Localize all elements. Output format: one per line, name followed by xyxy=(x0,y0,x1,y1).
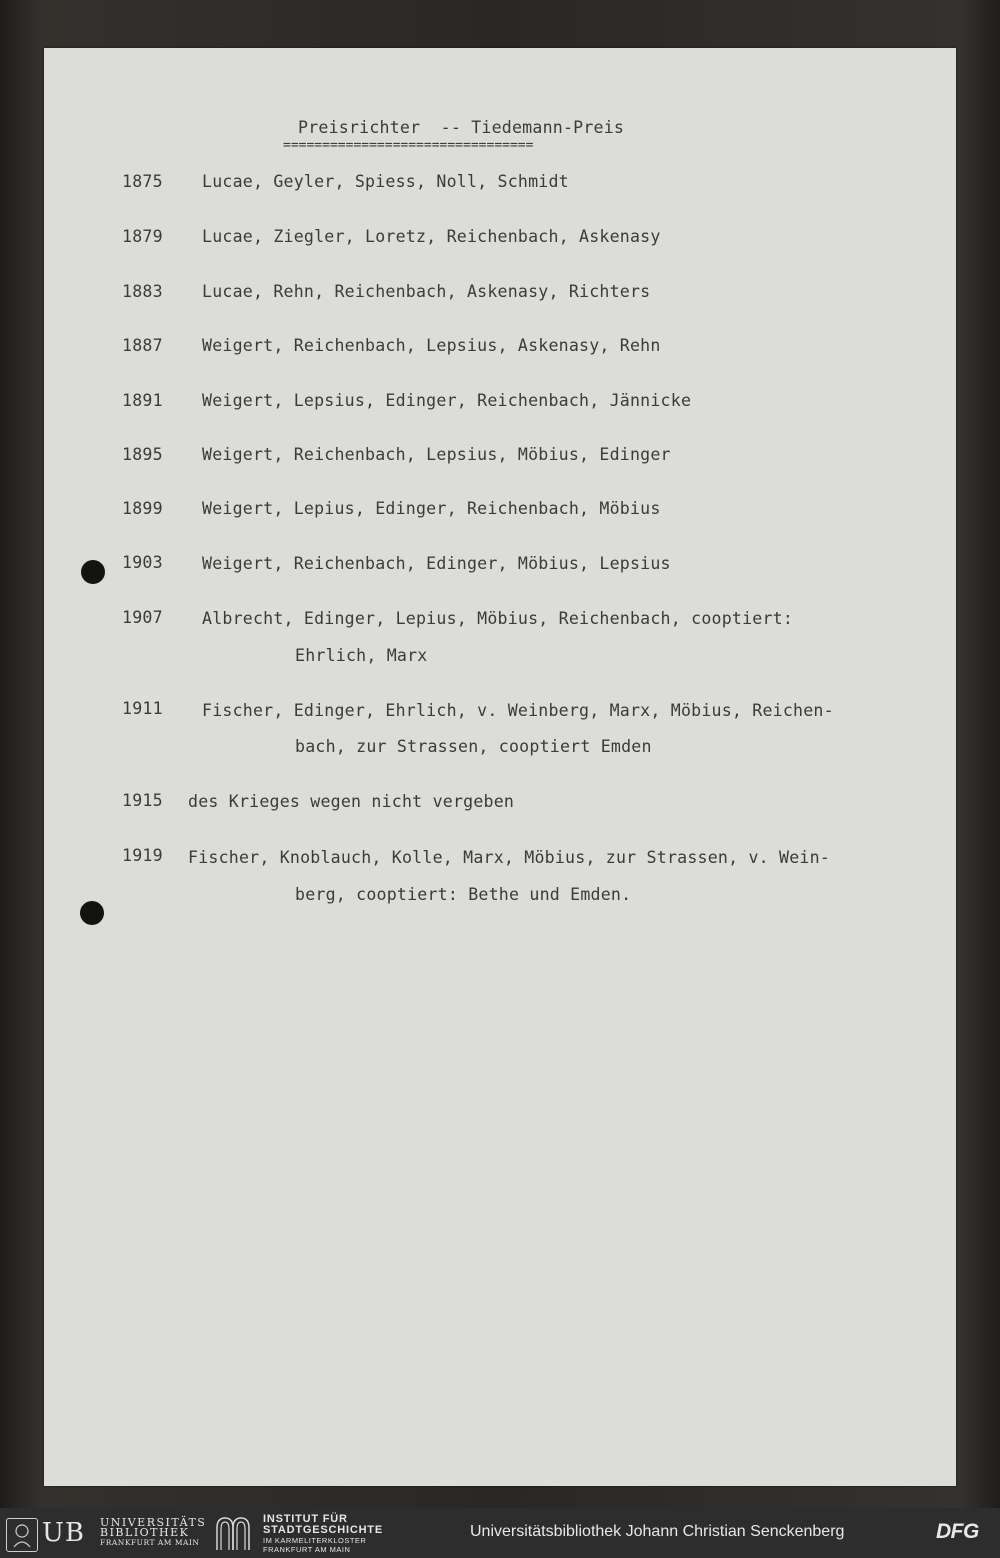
entry-year: 1903 xyxy=(122,553,163,572)
punch-hole xyxy=(81,560,105,584)
ub-logo[interactable] xyxy=(6,1516,207,1552)
entry-year: 1887 xyxy=(122,336,163,355)
document-page xyxy=(44,48,956,1486)
seal-icon xyxy=(6,1518,38,1552)
document-heading: Preisrichter -- Tiedemann-Preis xyxy=(298,118,625,137)
entry-names: Lucae, Ziegler, Loretz, Reichenbach, Askenasy xyxy=(202,227,661,246)
entry-continuation: bach, zur Strassen, cooptiert Emden xyxy=(295,737,652,756)
ub-logo-line: BIBLIOTHEK xyxy=(100,1526,190,1539)
entry-year: 1915 xyxy=(122,791,163,810)
entry-names: Weigert, Lepsius, Edinger, Reichenbach, Jännicke xyxy=(202,391,692,410)
footer-title: Universitätsbibliothek Johann Christian Senckenberg xyxy=(470,1523,845,1540)
isg-logo[interactable] xyxy=(215,1514,395,1554)
entry-year: 1875 xyxy=(122,172,163,191)
ub-logo-text xyxy=(100,1518,206,1548)
entry-continuation: berg, cooptiert: Bethe und Emden. xyxy=(295,885,632,904)
arches-icon xyxy=(215,1516,251,1550)
entry-year: 1879 xyxy=(122,227,163,246)
isg-logo-line: STADTGESCHICHTE xyxy=(263,1524,383,1536)
entry-year: 1919 xyxy=(122,846,163,865)
footer-bar xyxy=(0,1508,1000,1558)
entry-names: Fischer, Knoblauch, Kolle, Marx, Möbius, zur Strassen, v. Wein- xyxy=(188,848,830,867)
isg-logo-text xyxy=(263,1514,383,1554)
entry-names: Fischer, Edinger, Ehrlich, v. Weinberg, Marx, Möbius, Reichen- xyxy=(202,701,834,720)
entry-year: 1895 xyxy=(122,445,163,464)
isg-logo-line: INSTITUT FÜR xyxy=(263,1513,348,1525)
entry-year: 1883 xyxy=(122,282,163,301)
entry-year: 1907 xyxy=(122,608,163,627)
entry-names: Weigert, Reichenbach, Lepsius, Askenasy, Rehn xyxy=(202,336,661,355)
heading-underline: ================================ xyxy=(283,138,534,153)
punch-hole xyxy=(80,901,104,925)
isg-logo-line: FRANKFURT AM MAIN xyxy=(263,1545,351,1554)
dfg-logo[interactable]: DFG xyxy=(936,1520,979,1543)
entry-names: Weigert, Reichenbach, Lepsius, Möbius, Edinger xyxy=(202,445,671,464)
entry-names: Weigert, Reichenbach, Edinger, Möbius, Lepsius xyxy=(202,554,671,573)
entry-year: 1899 xyxy=(122,499,163,518)
entry-names: des Krieges wegen nicht vergeben xyxy=(188,792,515,811)
ub-logo-letters: UB xyxy=(42,1518,86,1548)
ub-logo-line: UNIVERSITÄTS xyxy=(100,1516,207,1529)
entry-names: Weigert, Lepius, Edinger, Reichenbach, Möbius xyxy=(202,499,661,518)
entry-names: Lucae, Rehn, Reichenbach, Askenasy, Richters xyxy=(202,282,651,301)
entry-year: 1911 xyxy=(122,699,163,718)
entry-continuation: Ehrlich, Marx xyxy=(295,646,428,665)
entry-year: 1891 xyxy=(122,391,163,410)
isg-logo-line: IM KARMELITERKLOSTER xyxy=(263,1536,367,1545)
entry-names: Albrecht, Edinger, Lepius, Möbius, Reichenbach, cooptiert: xyxy=(202,609,794,628)
entry-names: Lucae, Geyler, Spiess, Noll, Schmidt xyxy=(202,172,569,191)
ub-logo-line: FRANKFURT AM MAIN xyxy=(100,1538,200,1547)
